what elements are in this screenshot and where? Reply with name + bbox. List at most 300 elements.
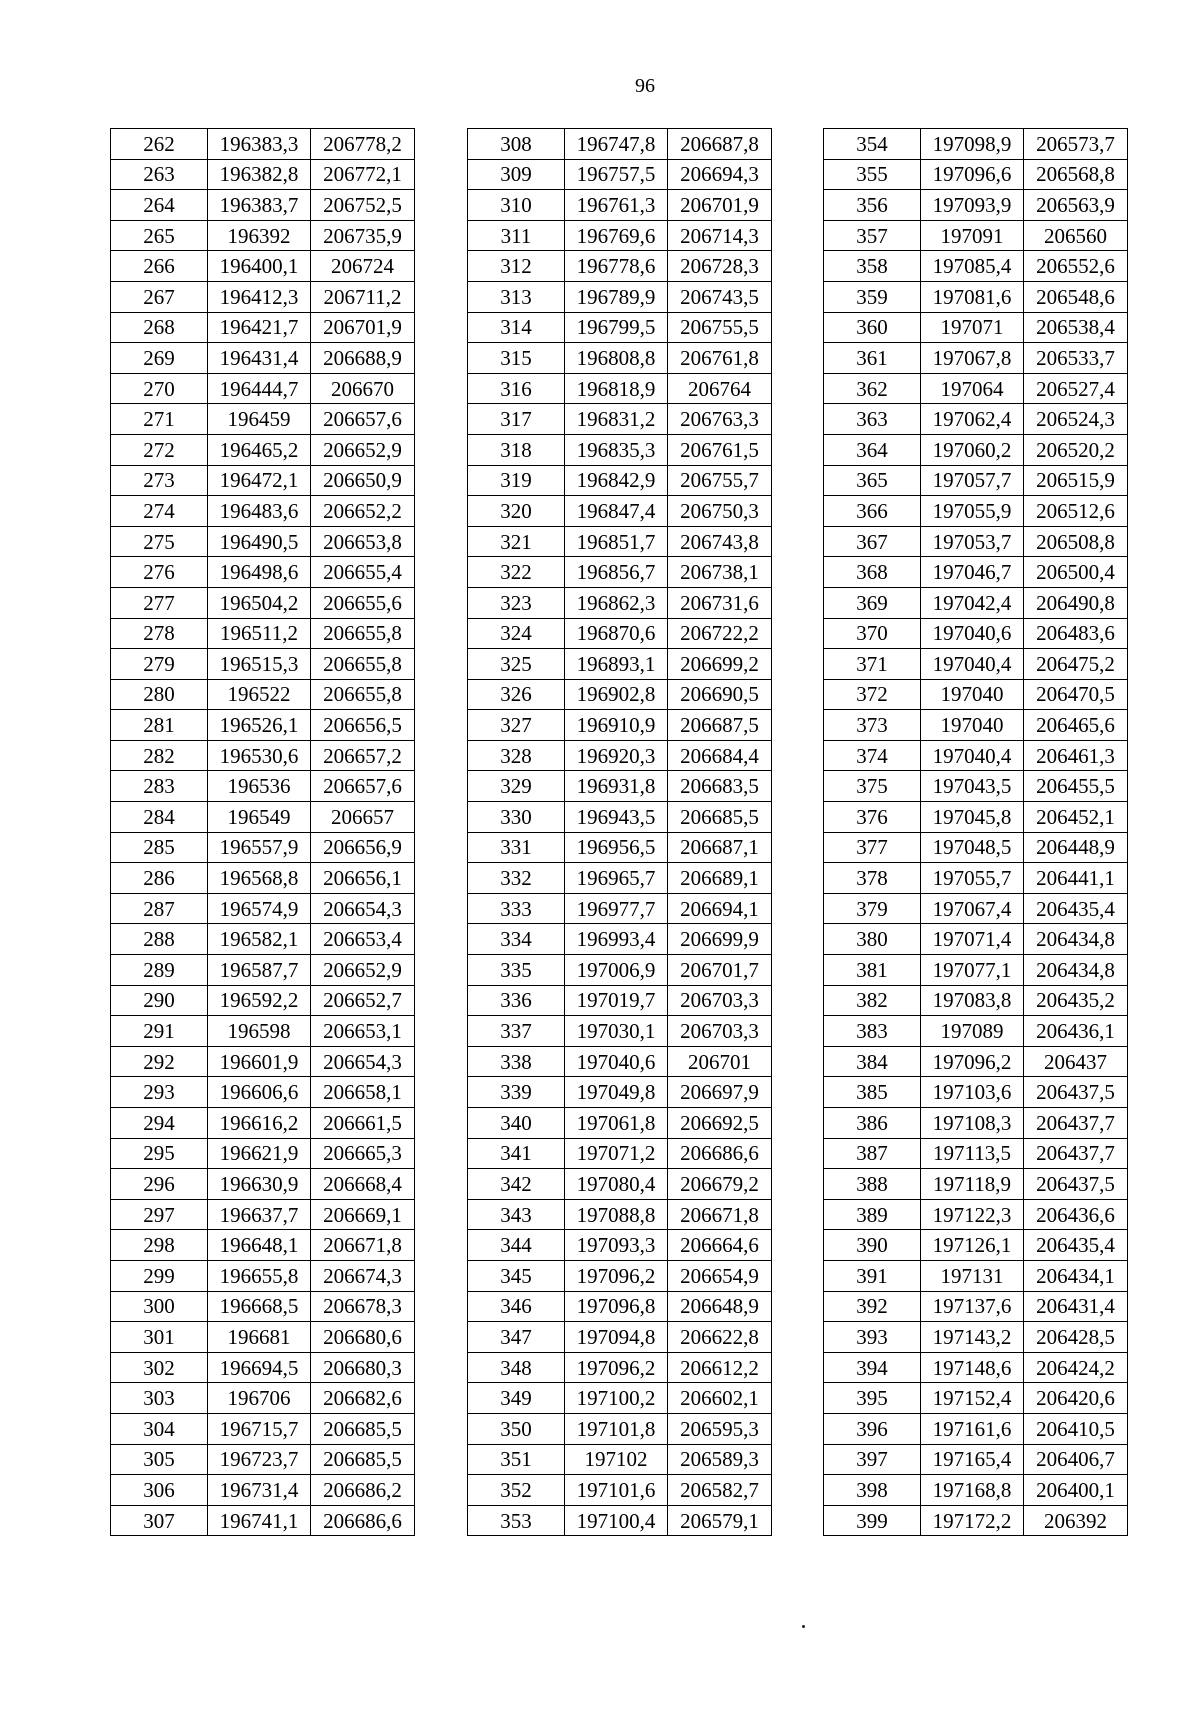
table-row bbox=[824, 129, 1128, 160]
x-coordinate-cell: 197057,7 bbox=[921, 465, 1024, 496]
y-coordinate-cell: 206652,9 bbox=[311, 434, 415, 465]
x-coordinate-cell: 196483,6 bbox=[208, 496, 311, 527]
y-coordinate-cell: 206665,3 bbox=[311, 1138, 415, 1169]
table-row bbox=[824, 924, 1128, 955]
point-number-cell: 284 bbox=[111, 802, 208, 833]
x-coordinate-cell: 197077,1 bbox=[921, 955, 1024, 986]
y-coordinate-cell: 206652,7 bbox=[311, 985, 415, 1016]
x-coordinate-cell: 196808,8 bbox=[565, 343, 668, 374]
table-row bbox=[111, 1444, 415, 1475]
y-coordinate-cell: 206508,8 bbox=[1024, 526, 1128, 557]
x-coordinate-cell: 196530,6 bbox=[208, 740, 311, 771]
y-coordinate-cell: 206520,2 bbox=[1024, 434, 1128, 465]
x-coordinate-cell: 196504,2 bbox=[208, 587, 311, 618]
y-coordinate-cell: 206764 bbox=[668, 373, 772, 404]
y-coordinate-cell: 206652,9 bbox=[311, 955, 415, 986]
y-coordinate-cell: 206703,3 bbox=[668, 985, 772, 1016]
x-coordinate-cell: 196515,3 bbox=[208, 649, 311, 680]
x-coordinate-cell: 196465,2 bbox=[208, 434, 311, 465]
x-coordinate-cell: 196568,8 bbox=[208, 863, 311, 894]
table-row bbox=[468, 893, 772, 924]
table-row bbox=[468, 802, 772, 833]
y-coordinate-cell: 206483,6 bbox=[1024, 618, 1128, 649]
y-coordinate-cell: 206527,4 bbox=[1024, 373, 1128, 404]
y-coordinate-cell: 206524,3 bbox=[1024, 404, 1128, 435]
point-number-cell: 367 bbox=[824, 526, 921, 557]
table-row bbox=[824, 1505, 1128, 1536]
y-coordinate-cell: 206657,6 bbox=[311, 404, 415, 435]
table-row bbox=[468, 740, 772, 771]
point-number-cell: 352 bbox=[468, 1475, 565, 1506]
y-coordinate-cell: 206655,8 bbox=[311, 618, 415, 649]
y-coordinate-cell: 206437,7 bbox=[1024, 1108, 1128, 1139]
y-coordinate-cell: 206434,8 bbox=[1024, 955, 1128, 986]
table-row bbox=[824, 312, 1128, 343]
x-coordinate-cell: 196616,2 bbox=[208, 1108, 311, 1139]
table-row bbox=[111, 1077, 415, 1108]
y-coordinate-cell: 206685,5 bbox=[311, 1444, 415, 1475]
x-coordinate-cell: 197096,6 bbox=[921, 159, 1024, 190]
x-coordinate-cell: 196715,7 bbox=[208, 1413, 311, 1444]
y-coordinate-cell: 206595,3 bbox=[668, 1413, 772, 1444]
point-number-cell: 356 bbox=[824, 190, 921, 221]
point-number-cell: 389 bbox=[824, 1199, 921, 1230]
point-number-cell: 392 bbox=[824, 1291, 921, 1322]
y-coordinate-cell: 206731,6 bbox=[668, 587, 772, 618]
y-coordinate-cell: 206752,5 bbox=[311, 190, 415, 221]
table-row bbox=[824, 557, 1128, 588]
point-number-cell: 360 bbox=[824, 312, 921, 343]
y-coordinate-cell: 206669,1 bbox=[311, 1199, 415, 1230]
point-number-cell: 321 bbox=[468, 526, 565, 557]
y-coordinate-cell: 206552,6 bbox=[1024, 251, 1128, 282]
point-number-cell: 363 bbox=[824, 404, 921, 435]
table-row bbox=[111, 863, 415, 894]
point-number-cell: 331 bbox=[468, 832, 565, 863]
x-coordinate-cell: 196943,5 bbox=[565, 802, 668, 833]
point-number-cell: 307 bbox=[111, 1505, 208, 1536]
point-number-cell: 286 bbox=[111, 863, 208, 894]
x-coordinate-cell: 197060,2 bbox=[921, 434, 1024, 465]
point-number-cell: 306 bbox=[111, 1475, 208, 1506]
point-number-cell: 264 bbox=[111, 190, 208, 221]
y-coordinate-cell: 206436,6 bbox=[1024, 1199, 1128, 1230]
x-coordinate-cell: 197040 bbox=[921, 710, 1024, 741]
table-row bbox=[824, 1108, 1128, 1139]
table-row bbox=[824, 587, 1128, 618]
table-row bbox=[111, 434, 415, 465]
y-coordinate-cell: 206490,8 bbox=[1024, 587, 1128, 618]
x-coordinate-cell: 197101,6 bbox=[565, 1475, 668, 1506]
y-coordinate-cell: 206763,3 bbox=[668, 404, 772, 435]
x-coordinate-cell: 197089 bbox=[921, 1016, 1024, 1047]
page-number: 96 bbox=[635, 75, 655, 97]
y-coordinate-cell: 206582,7 bbox=[668, 1475, 772, 1506]
x-coordinate-cell: 197093,9 bbox=[921, 190, 1024, 221]
y-coordinate-cell: 206687,1 bbox=[668, 832, 772, 863]
point-number-cell: 386 bbox=[824, 1108, 921, 1139]
x-coordinate-cell: 197152,4 bbox=[921, 1383, 1024, 1414]
x-coordinate-cell: 196637,7 bbox=[208, 1199, 311, 1230]
x-coordinate-cell: 197148,6 bbox=[921, 1352, 1024, 1383]
x-coordinate-cell: 197006,9 bbox=[565, 955, 668, 986]
point-number-cell: 271 bbox=[111, 404, 208, 435]
x-coordinate-cell: 197040 bbox=[921, 679, 1024, 710]
y-coordinate-cell: 206743,8 bbox=[668, 526, 772, 557]
table-row bbox=[468, 281, 772, 312]
y-coordinate-cell: 206602,1 bbox=[668, 1383, 772, 1414]
table-row bbox=[824, 1444, 1128, 1475]
x-coordinate-cell: 197046,7 bbox=[921, 557, 1024, 588]
x-coordinate-cell: 197113,5 bbox=[921, 1138, 1024, 1169]
table-row bbox=[824, 220, 1128, 251]
table-row bbox=[468, 710, 772, 741]
y-coordinate-cell: 206434,1 bbox=[1024, 1260, 1128, 1291]
table-row bbox=[824, 343, 1128, 374]
x-coordinate-cell: 197045,8 bbox=[921, 802, 1024, 833]
y-coordinate-cell: 206657,2 bbox=[311, 740, 415, 771]
point-number-cell: 358 bbox=[824, 251, 921, 282]
point-number-cell: 327 bbox=[468, 710, 565, 741]
y-coordinate-cell: 206686,2 bbox=[311, 1475, 415, 1506]
table-row bbox=[111, 1322, 415, 1353]
x-coordinate-cell: 197061,8 bbox=[565, 1108, 668, 1139]
x-coordinate-cell: 197118,9 bbox=[921, 1169, 1024, 1200]
point-number-cell: 272 bbox=[111, 434, 208, 465]
table-row bbox=[468, 587, 772, 618]
point-number-cell: 324 bbox=[468, 618, 565, 649]
table-row bbox=[468, 1352, 772, 1383]
point-number-cell: 364 bbox=[824, 434, 921, 465]
point-number-cell: 371 bbox=[824, 649, 921, 680]
table-row bbox=[468, 1322, 772, 1353]
table-row bbox=[468, 220, 772, 251]
point-number-cell: 293 bbox=[111, 1077, 208, 1108]
x-coordinate-cell: 196835,3 bbox=[565, 434, 668, 465]
point-number-cell: 262 bbox=[111, 129, 208, 160]
table-row bbox=[468, 159, 772, 190]
y-coordinate-cell: 206420,6 bbox=[1024, 1383, 1128, 1414]
point-number-cell: 366 bbox=[824, 496, 921, 527]
point-number-cell: 354 bbox=[824, 129, 921, 160]
y-coordinate-cell: 206685,5 bbox=[311, 1413, 415, 1444]
y-coordinate-cell: 206692,5 bbox=[668, 1108, 772, 1139]
y-coordinate-cell: 206435,4 bbox=[1024, 1230, 1128, 1261]
y-coordinate-cell: 206410,5 bbox=[1024, 1413, 1128, 1444]
table-row bbox=[824, 710, 1128, 741]
point-number-cell: 301 bbox=[111, 1322, 208, 1353]
x-coordinate-cell: 196681 bbox=[208, 1322, 311, 1353]
x-coordinate-cell: 197081,6 bbox=[921, 281, 1024, 312]
point-number-cell: 396 bbox=[824, 1413, 921, 1444]
point-number-cell: 305 bbox=[111, 1444, 208, 1475]
table-row bbox=[111, 220, 415, 251]
point-number-cell: 277 bbox=[111, 587, 208, 618]
x-coordinate-cell: 196582,1 bbox=[208, 924, 311, 955]
table-row bbox=[824, 404, 1128, 435]
table-row bbox=[824, 1322, 1128, 1353]
table-row bbox=[111, 893, 415, 924]
point-number-cell: 376 bbox=[824, 802, 921, 833]
table-row bbox=[824, 1230, 1128, 1261]
point-number-cell: 378 bbox=[824, 863, 921, 894]
table-row bbox=[824, 281, 1128, 312]
table-row bbox=[111, 1108, 415, 1139]
x-coordinate-cell: 197040,6 bbox=[565, 1046, 668, 1077]
point-number-cell: 381 bbox=[824, 955, 921, 986]
x-coordinate-cell: 196761,3 bbox=[565, 190, 668, 221]
x-coordinate-cell: 196601,9 bbox=[208, 1046, 311, 1077]
point-number-cell: 316 bbox=[468, 373, 565, 404]
x-coordinate-cell: 196847,4 bbox=[565, 496, 668, 527]
x-coordinate-cell: 196511,2 bbox=[208, 618, 311, 649]
table-row bbox=[111, 1138, 415, 1169]
x-coordinate-cell: 196694,5 bbox=[208, 1352, 311, 1383]
y-coordinate-cell: 206573,7 bbox=[1024, 129, 1128, 160]
point-number-cell: 268 bbox=[111, 312, 208, 343]
table-row bbox=[824, 618, 1128, 649]
y-coordinate-cell: 206685,5 bbox=[668, 802, 772, 833]
x-coordinate-cell: 196655,8 bbox=[208, 1260, 311, 1291]
point-number-cell: 304 bbox=[111, 1413, 208, 1444]
point-number-cell: 325 bbox=[468, 649, 565, 680]
table-row bbox=[824, 771, 1128, 802]
coordinate-table-1 bbox=[110, 128, 415, 1536]
table-row bbox=[468, 557, 772, 588]
coordinate-table-2 bbox=[467, 128, 772, 1536]
point-number-cell: 342 bbox=[468, 1169, 565, 1200]
point-number-cell: 280 bbox=[111, 679, 208, 710]
y-coordinate-cell: 206699,2 bbox=[668, 649, 772, 680]
point-number-cell: 377 bbox=[824, 832, 921, 863]
table-row bbox=[468, 1291, 772, 1322]
y-coordinate-cell: 206661,5 bbox=[311, 1108, 415, 1139]
y-coordinate-cell: 206703,3 bbox=[668, 1016, 772, 1047]
x-coordinate-cell: 196536 bbox=[208, 771, 311, 802]
x-coordinate-cell: 197102 bbox=[565, 1444, 668, 1475]
y-coordinate-cell: 206622,8 bbox=[668, 1322, 772, 1353]
point-number-cell: 309 bbox=[468, 159, 565, 190]
table-row bbox=[111, 649, 415, 680]
table-row bbox=[468, 129, 772, 160]
y-coordinate-cell: 206699,9 bbox=[668, 924, 772, 955]
table-row bbox=[468, 1046, 772, 1077]
point-number-cell: 330 bbox=[468, 802, 565, 833]
table-row bbox=[824, 526, 1128, 557]
table-row bbox=[468, 832, 772, 863]
x-coordinate-cell: 197100,4 bbox=[565, 1505, 668, 1536]
x-coordinate-cell: 196956,5 bbox=[565, 832, 668, 863]
table-row bbox=[824, 985, 1128, 1016]
x-coordinate-cell: 196931,8 bbox=[565, 771, 668, 802]
x-coordinate-cell: 196490,5 bbox=[208, 526, 311, 557]
y-coordinate-cell: 206694,3 bbox=[668, 159, 772, 190]
y-coordinate-cell: 206750,3 bbox=[668, 496, 772, 527]
x-coordinate-cell: 197055,7 bbox=[921, 863, 1024, 894]
x-coordinate-cell: 196789,9 bbox=[565, 281, 668, 312]
y-coordinate-cell: 206690,5 bbox=[668, 679, 772, 710]
table-row bbox=[111, 832, 415, 863]
x-coordinate-cell: 197137,6 bbox=[921, 1291, 1024, 1322]
y-coordinate-cell: 206687,5 bbox=[668, 710, 772, 741]
table-row bbox=[111, 1291, 415, 1322]
point-number-cell: 334 bbox=[468, 924, 565, 955]
point-number-cell: 297 bbox=[111, 1199, 208, 1230]
x-coordinate-cell: 197085,4 bbox=[921, 251, 1024, 282]
table-row bbox=[824, 1199, 1128, 1230]
point-number-cell: 343 bbox=[468, 1199, 565, 1230]
table-row bbox=[824, 802, 1128, 833]
table-row bbox=[468, 1108, 772, 1139]
y-coordinate-cell: 206743,5 bbox=[668, 281, 772, 312]
y-coordinate-cell: 206679,2 bbox=[668, 1169, 772, 1200]
point-number-cell: 291 bbox=[111, 1016, 208, 1047]
y-coordinate-cell: 206441,1 bbox=[1024, 863, 1128, 894]
y-coordinate-cell: 206680,3 bbox=[311, 1352, 415, 1383]
y-coordinate-cell: 206437,5 bbox=[1024, 1077, 1128, 1108]
table-row bbox=[824, 434, 1128, 465]
point-number-cell: 394 bbox=[824, 1352, 921, 1383]
table-row bbox=[468, 1475, 772, 1506]
table-row bbox=[111, 1475, 415, 1506]
table-row bbox=[824, 251, 1128, 282]
table-row bbox=[111, 373, 415, 404]
y-coordinate-cell: 206682,6 bbox=[311, 1383, 415, 1414]
point-number-cell: 374 bbox=[824, 740, 921, 771]
point-number-cell: 353 bbox=[468, 1505, 565, 1536]
y-coordinate-cell: 206755,7 bbox=[668, 465, 772, 496]
table-row bbox=[468, 1383, 772, 1414]
y-coordinate-cell: 206655,6 bbox=[311, 587, 415, 618]
point-number-cell: 308 bbox=[468, 129, 565, 160]
table-row bbox=[824, 1475, 1128, 1506]
point-number-cell: 287 bbox=[111, 893, 208, 924]
table-row bbox=[468, 526, 772, 557]
point-number-cell: 314 bbox=[468, 312, 565, 343]
point-number-cell: 380 bbox=[824, 924, 921, 955]
point-number-cell: 296 bbox=[111, 1169, 208, 1200]
point-number-cell: 387 bbox=[824, 1138, 921, 1169]
table-row bbox=[824, 496, 1128, 527]
y-coordinate-cell: 206684,4 bbox=[668, 740, 772, 771]
table-row bbox=[824, 1138, 1128, 1169]
x-coordinate-cell: 197096,2 bbox=[921, 1046, 1024, 1077]
y-coordinate-cell: 206671,8 bbox=[311, 1230, 415, 1261]
y-coordinate-cell: 206701,7 bbox=[668, 955, 772, 986]
x-coordinate-cell: 196993,4 bbox=[565, 924, 668, 955]
y-coordinate-cell: 206538,4 bbox=[1024, 312, 1128, 343]
x-coordinate-cell: 196851,7 bbox=[565, 526, 668, 557]
x-coordinate-cell: 197098,9 bbox=[921, 129, 1024, 160]
table-row bbox=[468, 1444, 772, 1475]
y-coordinate-cell: 206653,1 bbox=[311, 1016, 415, 1047]
y-coordinate-cell: 206658,1 bbox=[311, 1077, 415, 1108]
point-number-cell: 338 bbox=[468, 1046, 565, 1077]
y-coordinate-cell: 206406,7 bbox=[1024, 1444, 1128, 1475]
y-coordinate-cell: 206689,1 bbox=[668, 863, 772, 894]
point-number-cell: 341 bbox=[468, 1138, 565, 1169]
y-coordinate-cell: 206654,3 bbox=[311, 1046, 415, 1077]
point-number-cell: 310 bbox=[468, 190, 565, 221]
coordinate-table-3 bbox=[823, 128, 1128, 1536]
x-coordinate-cell: 196870,6 bbox=[565, 618, 668, 649]
x-coordinate-cell: 196400,1 bbox=[208, 251, 311, 282]
point-number-cell: 390 bbox=[824, 1230, 921, 1261]
x-coordinate-cell: 197064 bbox=[921, 373, 1024, 404]
table-row bbox=[824, 190, 1128, 221]
y-coordinate-cell: 206655,8 bbox=[311, 649, 415, 680]
table-row bbox=[111, 1383, 415, 1414]
y-coordinate-cell: 206435,2 bbox=[1024, 985, 1128, 1016]
point-number-cell: 350 bbox=[468, 1413, 565, 1444]
y-coordinate-cell: 206680,6 bbox=[311, 1322, 415, 1353]
y-coordinate-cell: 206653,4 bbox=[311, 924, 415, 955]
point-number-cell: 313 bbox=[468, 281, 565, 312]
table-row bbox=[468, 1077, 772, 1108]
y-coordinate-cell: 206722,2 bbox=[668, 618, 772, 649]
point-number-cell: 329 bbox=[468, 771, 565, 802]
table-row bbox=[468, 679, 772, 710]
table-row bbox=[824, 373, 1128, 404]
y-coordinate-cell: 206678,3 bbox=[311, 1291, 415, 1322]
table-row bbox=[468, 863, 772, 894]
y-coordinate-cell: 206694,1 bbox=[668, 893, 772, 924]
x-coordinate-cell: 196412,3 bbox=[208, 281, 311, 312]
point-number-cell: 393 bbox=[824, 1322, 921, 1353]
table-row bbox=[111, 587, 415, 618]
table-row bbox=[468, 924, 772, 955]
point-number-cell: 267 bbox=[111, 281, 208, 312]
scan-speck bbox=[802, 1625, 805, 1628]
table-row bbox=[824, 465, 1128, 496]
table-row bbox=[468, 373, 772, 404]
point-number-cell: 318 bbox=[468, 434, 565, 465]
y-coordinate-cell: 206435,4 bbox=[1024, 893, 1128, 924]
point-number-cell: 269 bbox=[111, 343, 208, 374]
point-number-cell: 326 bbox=[468, 679, 565, 710]
point-number-cell: 294 bbox=[111, 1108, 208, 1139]
y-coordinate-cell: 206670 bbox=[311, 373, 415, 404]
table-row bbox=[824, 1260, 1128, 1291]
x-coordinate-cell: 197048,5 bbox=[921, 832, 1024, 863]
y-coordinate-cell: 206711,2 bbox=[311, 281, 415, 312]
point-number-cell: 382 bbox=[824, 985, 921, 1016]
table-row bbox=[111, 1199, 415, 1230]
x-coordinate-cell: 197088,8 bbox=[565, 1199, 668, 1230]
point-number-cell: 312 bbox=[468, 251, 565, 282]
x-coordinate-cell: 196769,6 bbox=[565, 220, 668, 251]
point-number-cell: 388 bbox=[824, 1169, 921, 1200]
y-coordinate-cell: 206428,5 bbox=[1024, 1322, 1128, 1353]
y-coordinate-cell: 206612,2 bbox=[668, 1352, 772, 1383]
x-coordinate-cell: 197101,8 bbox=[565, 1413, 668, 1444]
point-number-cell: 355 bbox=[824, 159, 921, 190]
point-number-cell: 349 bbox=[468, 1383, 565, 1414]
y-coordinate-cell: 206701 bbox=[668, 1046, 772, 1077]
table-row bbox=[111, 985, 415, 1016]
table-row bbox=[111, 1016, 415, 1047]
table-row bbox=[468, 312, 772, 343]
point-number-cell: 263 bbox=[111, 159, 208, 190]
x-coordinate-cell: 196757,5 bbox=[565, 159, 668, 190]
table-row bbox=[468, 955, 772, 986]
x-coordinate-cell: 196723,7 bbox=[208, 1444, 311, 1475]
table-row bbox=[824, 740, 1128, 771]
table-row bbox=[824, 1077, 1128, 1108]
x-coordinate-cell: 197161,6 bbox=[921, 1413, 1024, 1444]
x-coordinate-cell: 197071 bbox=[921, 312, 1024, 343]
point-number-cell: 332 bbox=[468, 863, 565, 894]
